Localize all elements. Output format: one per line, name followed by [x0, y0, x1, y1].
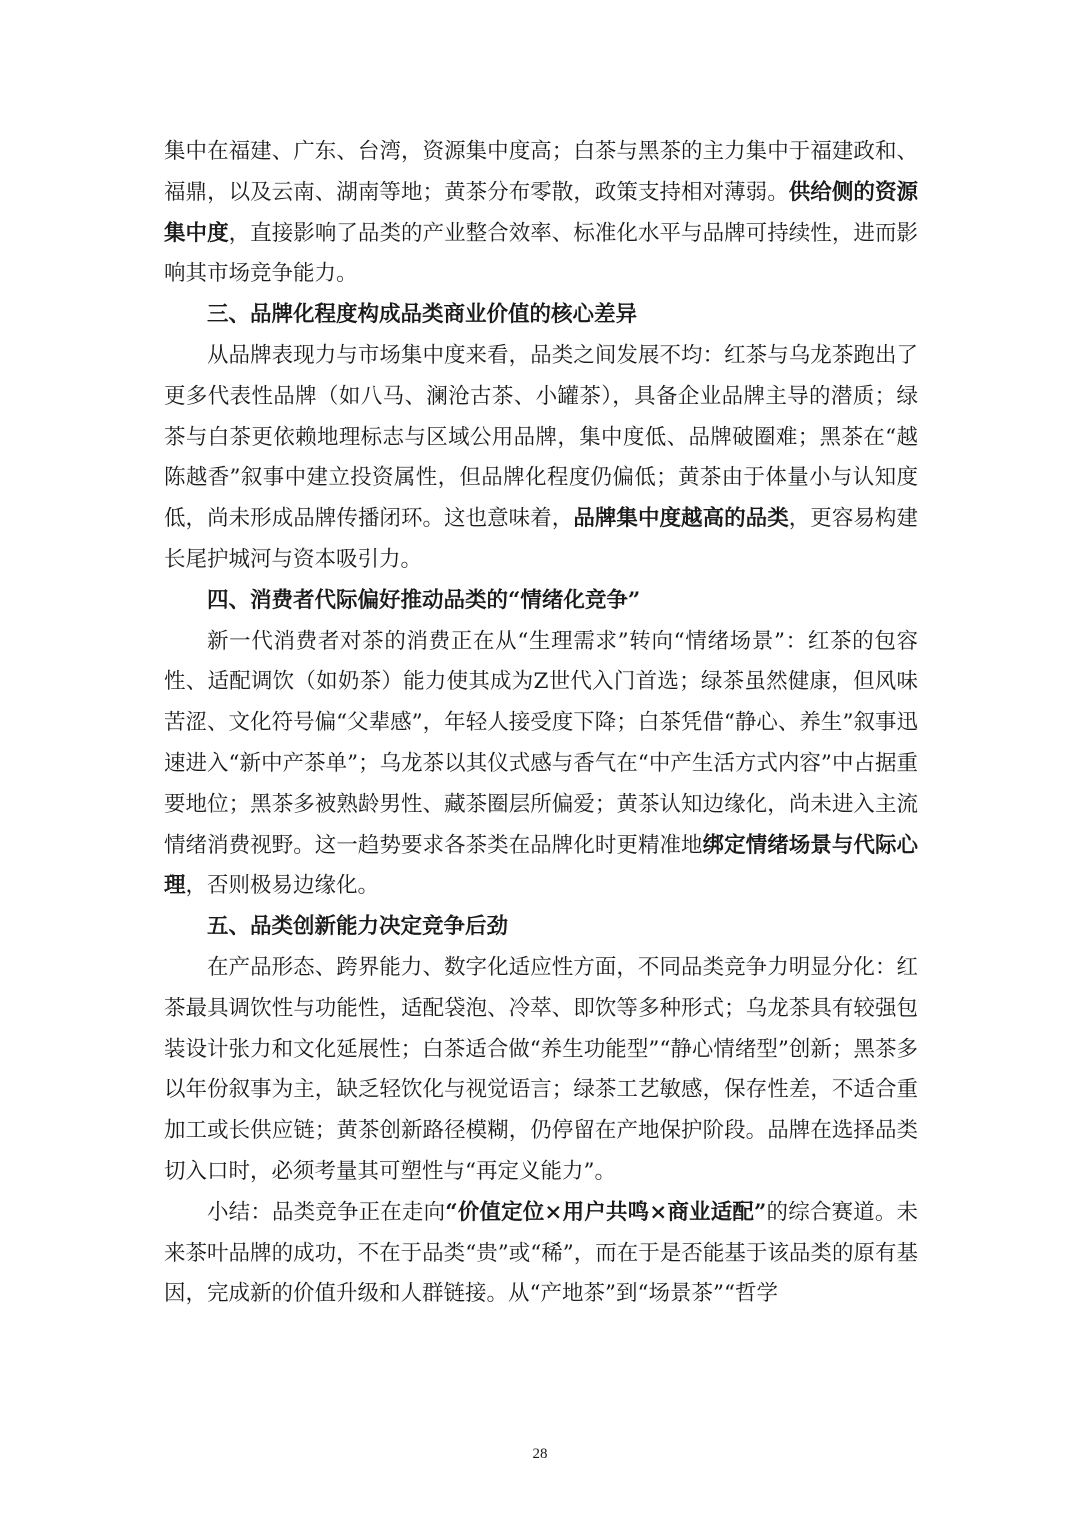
section-heading-3: 三、品牌化程度构成品类商业价值的核心差异 [207, 302, 638, 328]
paragraph-text: ，否则极易边缘化。 [185, 873, 380, 899]
document-body [164, 132, 918, 1315]
page-number: 28 [532, 1446, 548, 1462]
bold-emphasis: 供给侧的资源集中度 [164, 179, 918, 246]
section-heading-4: 四、消费者代际偏好推动品类的“情绪化竞争” [207, 587, 641, 613]
section-heading-5: 五、品类创新能力决定竞争后劲 [207, 914, 509, 940]
bold-emphasis: 品牌集中度越高的品类 [573, 506, 789, 532]
paragraph-text: 的综合赛道。未来茶叶品牌的成功，不在于品类“贵”或“稀”，而在于是否能基于该品类的原有基因，完成新的价值升级和人群链接。从“产地茶”到“场景茶”“哲学 [164, 1199, 918, 1307]
paragraph-text: ，更容易构建长尾护城河与资本吸引力。 [164, 506, 918, 572]
paragraph-text: 品类竞争正在走向 [271, 1199, 446, 1225]
paragraph-text: 在产品形态、跨界能力、数字化适应性方面，不同品类竞争力明显分化：红茶最具调饮性与功能性，适配袋泡、冷萃、即饮等多种形式；乌龙茶具有较强包装设计张力和文化延展性；白茶适合做“养生功能型”“静心情绪型”创新；黑茶多以年份叙事为主，缺乏轻饮化与视觉语言；绿茶工艺敏感，保存性差，不适合重加工或长供应链；黄茶创新路径模糊，仍停留在产地保护阶段。品牌在选择品类切入口时，必须考量其可塑性与“再定义能力”。 [164, 954, 918, 1184]
summary-label: 小结： [207, 1199, 272, 1225]
paragraph-text: 新一代消费者对茶的消费正在从“生理需求”转向“情绪场景”：红茶的包容性、适配调饮（如奶茶）能力使其成为Z世代入门首选；绿茶虽然健康，但风味苦涩、文化符号偏“父辈感”，年轻人接受度下降；白茶凭借“静心、养生”叙事迅速进入“新中产茶单”；乌龙茶以其仪式感与香气在“中产生活方式内容”中占据重要地位；黑茶多被熟龄男性、藏茶圈层所偏爱；黄茶认知边缘化，尚未进入主流情绪消费视野。这一趋势要求各茶类在品牌化时更精准地 [164, 628, 918, 858]
paragraph-section-4 [164, 622, 918, 908]
paragraph-text: 从品牌表现力与市场集中度来看，品类之间发展不均：红茶与乌龙茶跑出了更多代表性品牌（如八马、澜沧古茶、小罐茶），具备企业品牌主导的潜质；绿茶与白茶更依赖地理标志与区域公用品牌，集中度低、品牌破圈难；黑茶在“越陈越香”叙事中建立投资属性，但品牌化程度仍偏低；黄茶由于体量小与认知度低，尚未形成品牌传播闭环。这也意味着， [164, 342, 918, 532]
paragraph-summary [164, 1193, 918, 1315]
paragraph-section-3 [164, 336, 918, 581]
bold-emphasis: “价值定位×用户共鸣×商业适配” [445, 1199, 767, 1225]
paragraph-text: ，直接影响了品类的产业整合效率、标准化水平与品牌可持续性，进而影响其市场竞争能力。 [164, 220, 918, 287]
paragraph-section-5 [164, 948, 918, 1193]
paragraph-intro [164, 132, 918, 295]
bold-emphasis: 绑定情绪场景与代际心理 [164, 832, 918, 899]
paragraph-text: 集中在福建、广东、台湾，资源集中度高；白茶与黑茶的主力集中于福建政和、福鼎，以及云南、湖南等地；黄茶分布零散，政策支持相对薄弱。 [164, 139, 918, 205]
